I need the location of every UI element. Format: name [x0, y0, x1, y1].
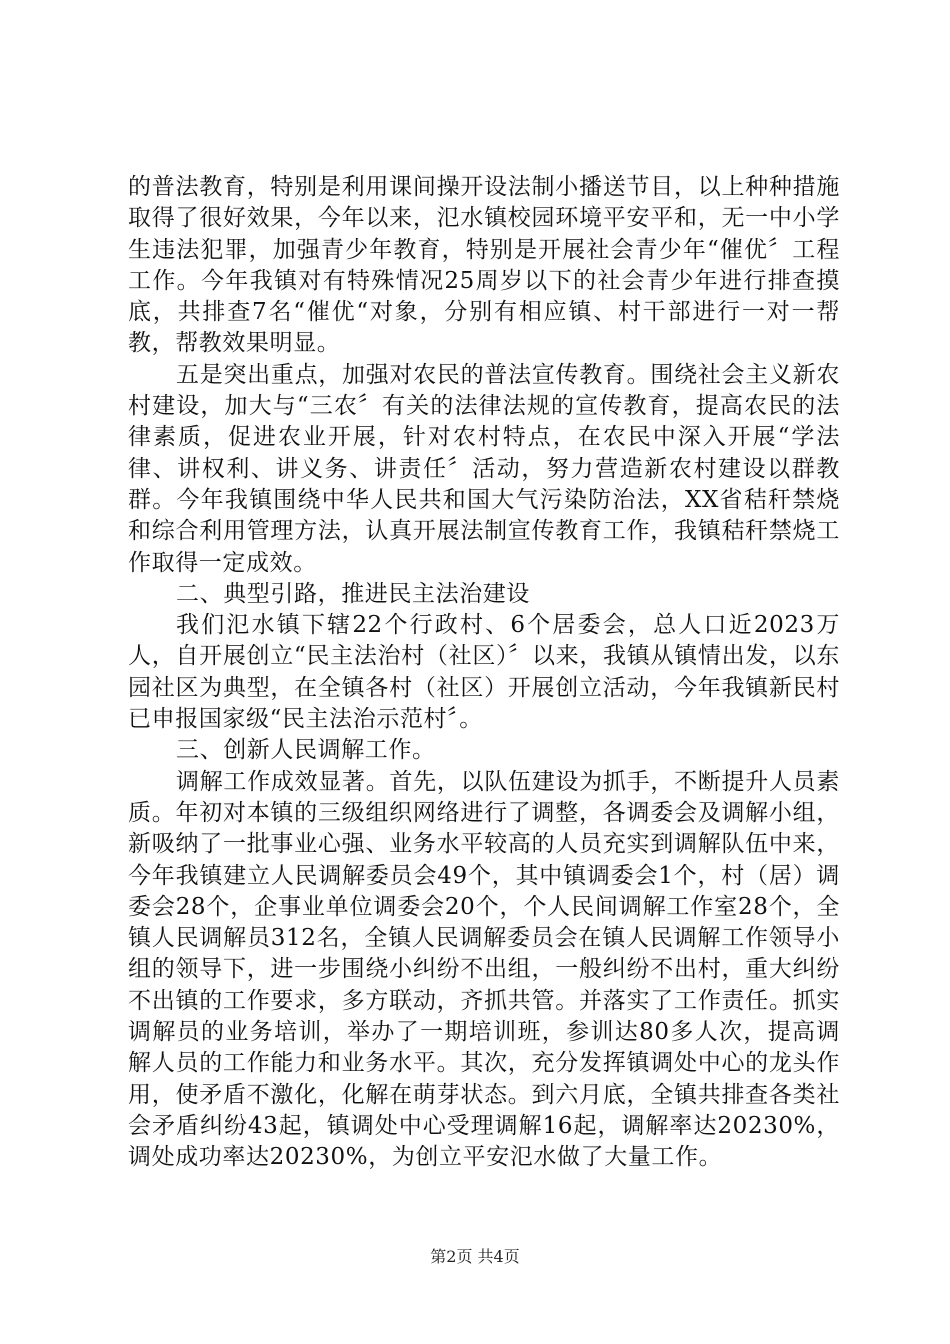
paragraph-farmer-education: 五是突出重点，加强对农民的普法宣传教育。围绕社会主义新农村建设，加大与“三农〞有关的法律法规的宣传教育，提高农民的法律素质，促进农业开展，针对农村特点，在农民中深入开展“学法律、讲权利、讲义务、讲责任〞活动，努力营造新农村建设以群教群。今年我镇围绕中华人民共和国大气污染防治法，XX省秸秆禁烧和综合利用管理方法，认真开展法制宣传教育工作，我镇秸秆禁烧工作取得一定成效。	[128, 361, 840, 576]
section-heading-mediation: 三、创新人民调解工作。	[176, 737, 436, 764]
section-heading-democracy: 二、典型引路，推进民主法治建设	[176, 580, 530, 607]
paragraph-democracy: 我们氾水镇下辖22个行政村、6个居委会，总人口近2023万人，自开展创立“民主法治村（社区）〞以来，我镇从镇情出发，以东园社区为典型，在全镇各村（社区）开展创立活动，今年我镇新民村已申报国家级“民主法治示范村〞。	[128, 612, 840, 733]
paragraph-mediation: 调解工作成效显著。首先，以队伍建设为抓手，不断提升人员素质。年初对本镇的三级组织网络进行了调整，各调委会及调解小组，新吸纳了一批事业心强、业务水平较高的人员充实到调解队伍中来，今年我镇建立人民调解委员会49个，其中镇调委会1个，村（居）调委会28个，企事业单位调委会20个，个人民间调解工作室28个，全镇人民调解员312名，全镇人民调解委员会在镇人民调解工作领导小组的领导下，进一步围绕小纠纷不出组，一般纠纷不出村，重大纠纷不出镇的工作要求，多方联动，齐抓共管。并落实了工作责任。抓实调解员的业务培训，举办了一期培训班，参训达80多人次，提高调解人员的工作能力和业务水平。其次，充分发挥镇调处中心的龙头作用，使矛盾不激化，化解在萌芽状态。到六月底，全镇共排查各类社会矛盾纠纷43起，镇调处中心受理调解16起，调解率达20230%，调处成功率达20230%，为创立平安氾水做了大量工作。	[128, 768, 840, 1171]
page-number-footer: 第2页 共4页	[430, 1247, 520, 1266]
paragraph-youth-education: 的普法教育，特别是利用课间操开设法制小播送节目，以上种种措施取得了很好效果，今年以来，氾水镇校园环境平安平和，无一中小学生违法犯罪，加强青少年教育，特别是开展社会青少年“催优〞工程工作。今年我镇对有特殊情况25周岁以下的社会青少年进行排查摸底，共排查7名“催优“对象，分别有相应镇、村干部进行一对一帮教，帮教效果明显。	[128, 174, 840, 357]
document-body	[128, 172, 840, 1174]
